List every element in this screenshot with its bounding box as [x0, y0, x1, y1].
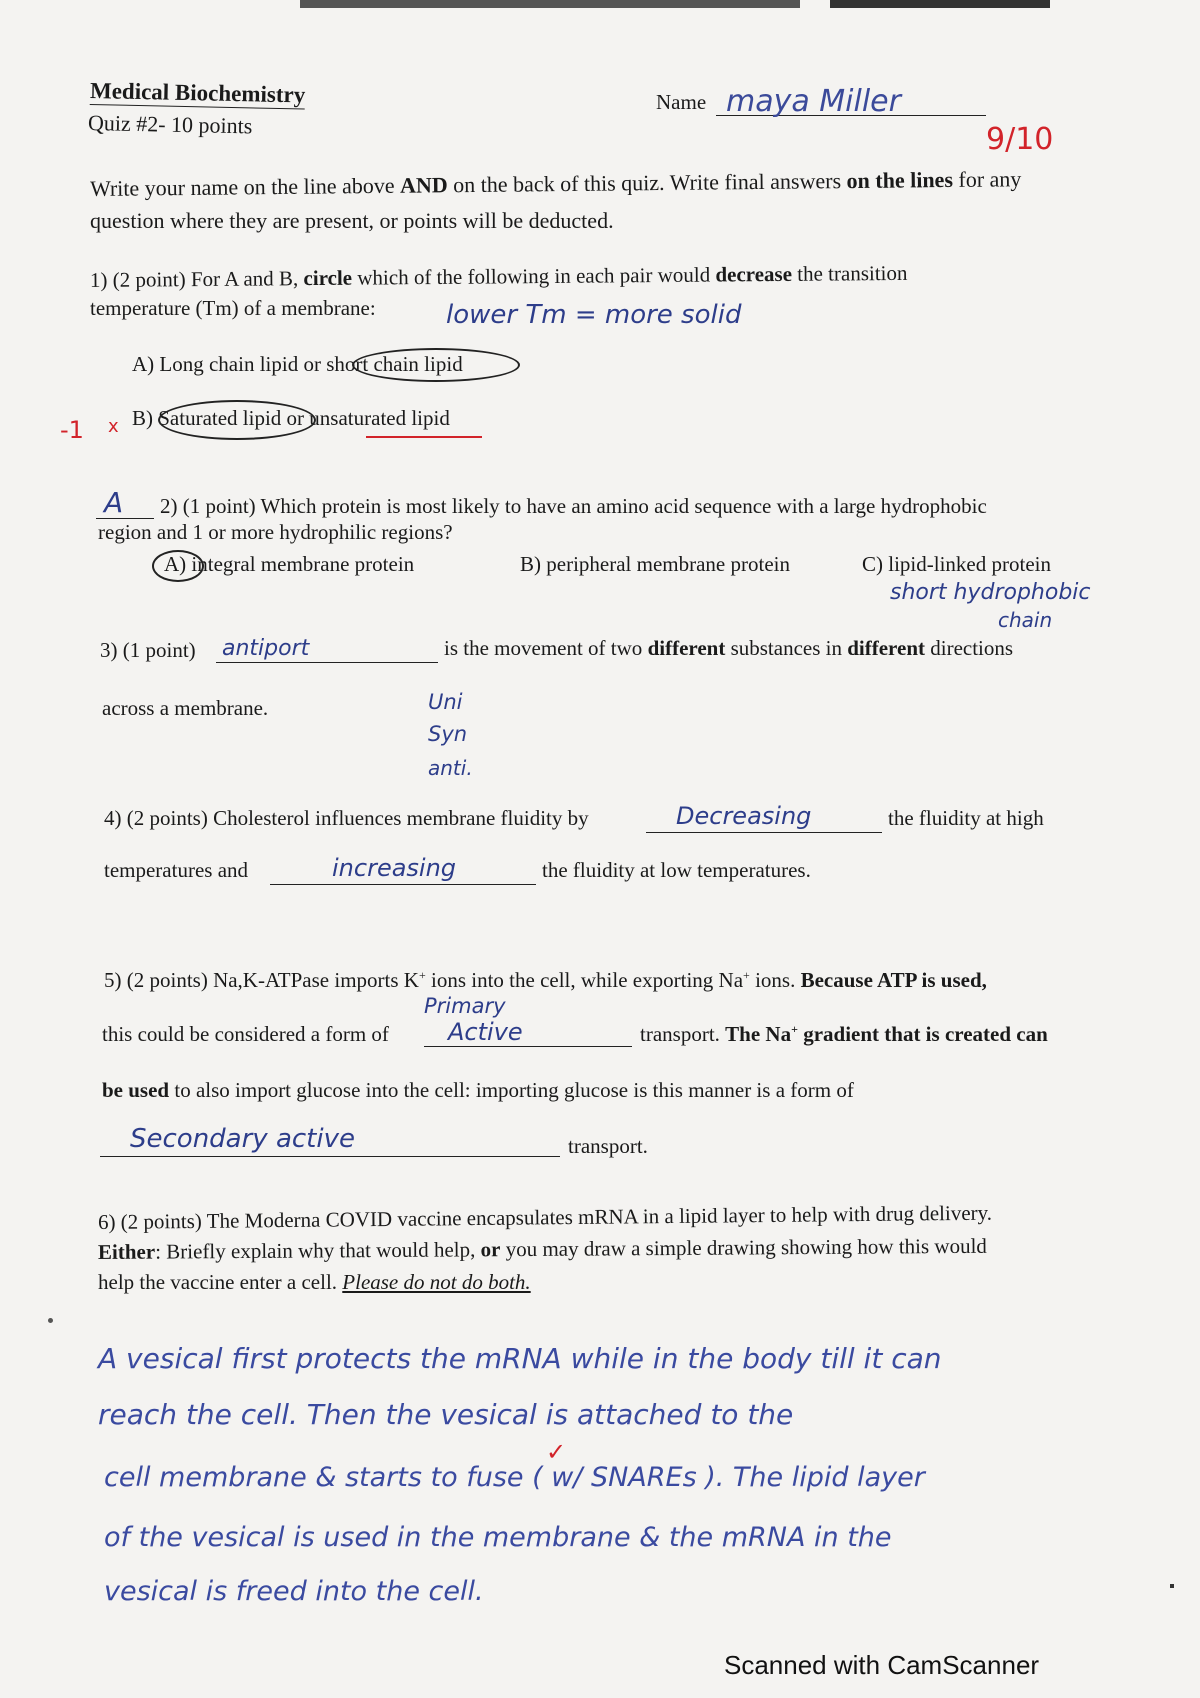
q6-line2: Either: Briefly explain why that would help, or you may draw a simple drawing showing how this would	[97, 1233, 987, 1264]
q6-answer-line-3: cell membrane & starts to fuse ( w/ SNAREs ). The lipid layer	[104, 1462, 925, 1493]
q4-line1-suffix: the fluidity at high	[888, 806, 1044, 830]
q1-deduction: -1	[60, 416, 84, 444]
instructions-line2: question where they are present, or points will be deducted.	[90, 208, 614, 233]
q2-circle-a	[152, 550, 204, 582]
course-title: Medical Biochemistry	[89, 78, 306, 108]
name-label: Name	[656, 90, 707, 114]
q1-x-mark: x	[108, 416, 119, 437]
q5-line4: transport.	[568, 1134, 648, 1158]
q4-line2-prefix: temperatures and	[104, 858, 249, 882]
margin-dot	[48, 1318, 53, 1323]
q5-answer2-line	[100, 1156, 560, 1157]
q5-line3: be used to also import glucose into the cell: importing glucose is this manner is a form of	[102, 1078, 854, 1102]
q6-line1: 6) (2 points) The Moderna COVID vaccine encapsulates mRNA in a lipid layer to help with drug delivery.	[97, 1200, 993, 1234]
q4-line2-suffix: the fluidity at low temperatures.	[542, 858, 811, 882]
q3-prefix: 3) (1 point)	[100, 638, 196, 662]
q3-line1-rest: is the movement of two different substances in different directions	[444, 636, 1014, 660]
instructions-line1: Write your name on the line above AND on the back of this quiz. Write final answers on the lines for any	[89, 166, 1022, 201]
q1-option-a: A) Long chain lipid or short chain lipid	[132, 352, 463, 376]
q1-option-b: B) Saturated lipid or unsaturated lipid	[132, 406, 450, 430]
q6-answer-line-4: of the vesical is used in the membrane & the mRNA in the	[104, 1522, 892, 1553]
q3-answer: antiport	[222, 636, 310, 661]
scan-edge-top	[300, 0, 800, 8]
q2-note2: chain	[998, 608, 1053, 632]
q5-answer-top: Primary	[424, 994, 506, 1018]
q2-option-a: A) integral membrane protein	[164, 552, 415, 576]
q2-option-b: B) peripheral membrane protein	[520, 552, 790, 576]
q5-line1: 5) (2 points) Na,K-ATPase imports K+ ions into the cell, while exporting Na+ ions. Because ATP is used,	[104, 968, 987, 992]
q4-answer2-line	[270, 884, 536, 885]
score: 9/10	[986, 122, 1054, 157]
q4-line1-prefix: 4) (2 points) Cholesterol influences membrane fluidity by	[104, 806, 589, 830]
q6-answer-line-5: vesical is freed into the cell.	[104, 1576, 484, 1607]
q6-answer-line-1: A vesical first protects the mRNA while in the body till it can	[98, 1342, 942, 1375]
name-value: maya Miller	[726, 84, 901, 119]
q3-note-anti: anti.	[428, 756, 473, 780]
q1-circle-b	[158, 400, 316, 440]
q6-line3: help the vaccine enter a cell. Please do not do both.	[98, 1270, 531, 1294]
margin-speck	[1170, 1584, 1174, 1588]
q1-line2: temperature (Tm) of a membrane:	[90, 296, 376, 320]
q5-line2-prefix: this could be considered a form of	[102, 1022, 389, 1046]
q4-answer2: increasing	[332, 854, 457, 882]
scan-edge-top-right	[830, 0, 1050, 8]
q2-note1: short hydrophobic	[890, 580, 1091, 605]
q2-answer-line	[96, 518, 154, 519]
q3-answer-line	[216, 662, 438, 663]
q5-answer1-line	[424, 1046, 632, 1047]
q5-line2-suffix: transport. The Na+ gradient that is created can	[640, 1022, 1048, 1046]
q4-answer1: Decreasing	[676, 802, 812, 830]
q3-note-syn: Syn	[428, 722, 468, 746]
quiz-title: Quiz #2- 10 points	[87, 110, 253, 139]
q4-answer1-line	[646, 832, 882, 833]
q2-line1: 2) (1 point) Which protein is most likely to have an amino acid sequence with a large hydrophobic	[160, 494, 987, 518]
q3-line2: across a membrane.	[102, 696, 269, 720]
q6-answer-line-2: reach the cell. Then the vesical is attached to the	[98, 1398, 794, 1431]
scanner-watermark: Scanned with CamScanner	[724, 1650, 1040, 1680]
q1-underline-b	[366, 436, 482, 438]
q1-note: lower Tm = more solid	[446, 300, 742, 330]
q3-note-uni: Uni	[428, 690, 463, 714]
q1-circle-a	[352, 348, 520, 382]
q6-check-mark: ✓	[546, 1438, 567, 1466]
q5-answer1: Active	[448, 1018, 523, 1046]
q2-answer: A	[104, 486, 124, 519]
q2-option-c: C) lipid-linked protein	[862, 552, 1051, 576]
q1-line1: 1) (2 point) For A and B, circle which of the following in each pair would decrease the transition	[89, 260, 908, 292]
q5-answer2: Secondary active	[130, 1124, 355, 1154]
q2-line2: region and 1 or more hydrophilic regions?	[98, 520, 453, 544]
